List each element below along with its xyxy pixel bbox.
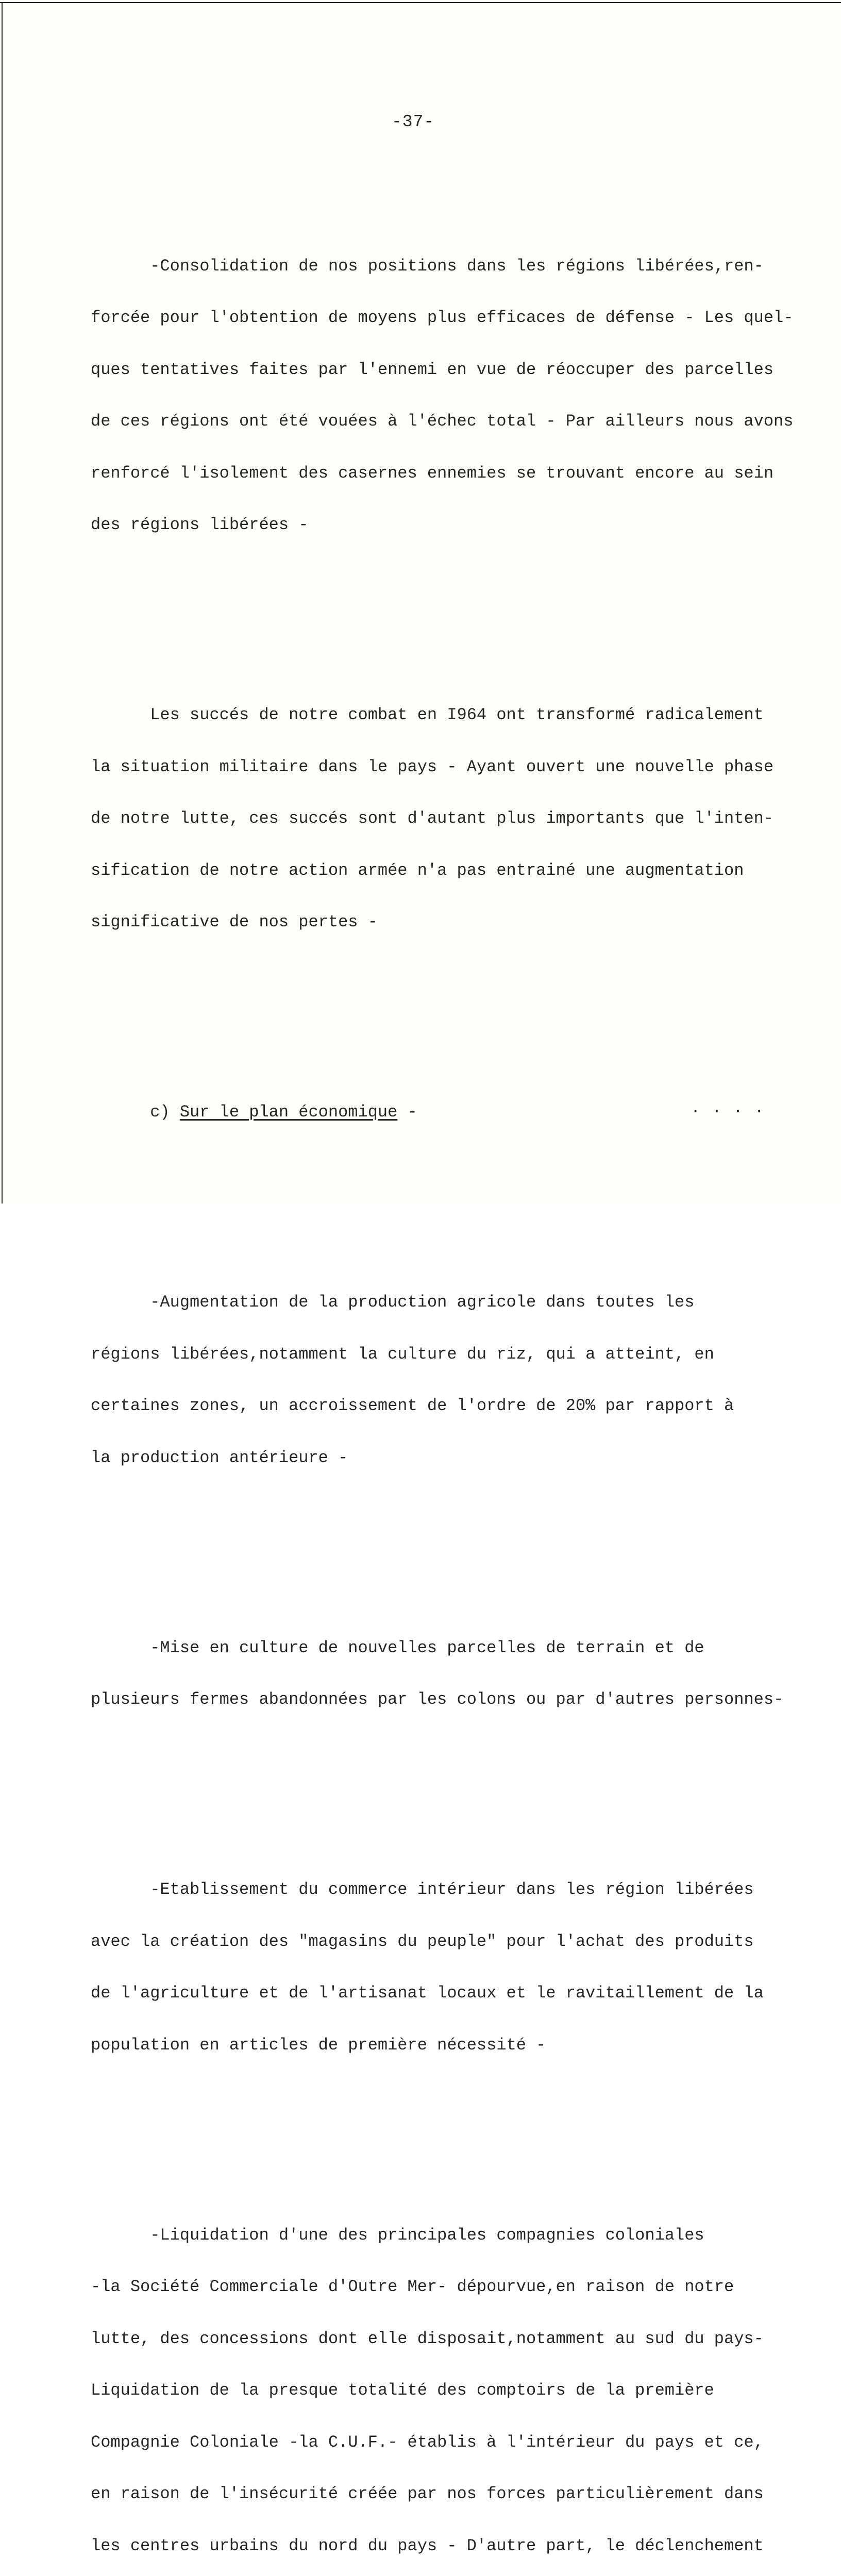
text-line: lutte, des concessions dont elle disposait,notamment au sud du pays- xyxy=(91,2330,822,2348)
text-line: forcée pour l'obtention de moyens plus efficaces de défense - Les quel- xyxy=(91,309,822,327)
text-line: des régions libérées - xyxy=(91,516,822,534)
heading-underlined: Sur le plan économique xyxy=(180,1103,397,1122)
text-line: les centres urbains du nord du pays - D'autre part, le déclenchement xyxy=(91,2537,822,2555)
text-line: régions libérées,notamment la culture du riz, qui a atteint, en xyxy=(91,1346,822,1363)
paragraph-consolidation xyxy=(91,223,822,568)
text-line: -Etablissement du commerce intérieur dans les région libérées xyxy=(91,1881,822,1899)
text-line: population en articles de première nécessité - xyxy=(91,2037,822,2054)
paragraph-gap xyxy=(91,1000,822,1018)
paragraph-gap xyxy=(91,1777,822,1795)
paragraph-liquidation xyxy=(91,2192,822,2576)
text-line: Compagnie Coloniale -la C.U.F.- établis à l'intérieur du pays et ce, xyxy=(91,2434,822,2451)
text-line: renforcé l'isolement des casernes ennemies se trouvant encore au sein xyxy=(91,465,822,482)
text-line: Les succés de notre combat en I964 ont transformé radicalement xyxy=(91,706,822,724)
text-line: certaines zones, un accroissement de l'ordre de 20% par rapport à xyxy=(91,1397,822,1415)
paragraph-commerce-interieur xyxy=(91,1846,822,2088)
paragraph-succes xyxy=(91,672,822,965)
text-line: de l'agriculture et de l'artisanat locaux et le ravitaillement de la xyxy=(91,1985,822,2002)
text-line: sification de notre action armée n'a pas entrainé une augmentation xyxy=(91,862,822,879)
continuation-mark: .... xyxy=(691,1098,776,1117)
text-line: avec la création des "magasins du peuple" pour l'achat des produits xyxy=(91,1933,822,1951)
text-line: en raison de l'insécurité créée par nos forces particulièrement dans xyxy=(91,2485,822,2503)
paragraph-gap xyxy=(91,2123,822,2140)
text-line: la production antérieure - xyxy=(91,1449,822,1467)
text-line: la situation militaire dans le pays - Ayant ouvert une nouvelle phase xyxy=(91,758,822,776)
heading-suffix: - xyxy=(397,1103,417,1122)
page-number: -37- xyxy=(392,112,434,131)
scan-edge-top xyxy=(0,2,841,3)
text-line: de ces régions ont été vouées à l'échec total - Par ailleurs nous avons xyxy=(91,413,822,430)
paragraph-gap xyxy=(91,1190,822,1208)
text-line: plusieurs fermes abandonnées par les colons ou par d'autres personnes- xyxy=(91,1691,822,1708)
heading-prefix: c) xyxy=(91,1103,180,1122)
paragraph-augmentation xyxy=(91,1259,822,1501)
text-line: de notre lutte, ces succés sont d'autant plus importants que l'inten- xyxy=(91,810,822,827)
paragraph-gap xyxy=(91,1535,822,1553)
text-line: -Mise en culture de nouvelles parcelles de terrain et de xyxy=(91,1639,822,1657)
body-text xyxy=(91,171,822,2576)
text-line: -la Société Commerciale d'Outre Mer- dépourvue,en raison de notre xyxy=(91,2278,822,2296)
paragraph-mise-en-culture xyxy=(91,1605,822,1743)
text-line: -Augmentation de la production agricole dans toutes les xyxy=(91,1294,822,1311)
paragraph-gap xyxy=(91,603,822,620)
text-line: significative de nos pertes - xyxy=(91,913,822,931)
text-line: -Liquidation d'une des principales compagnies coloniales xyxy=(91,2227,822,2244)
scan-edge-left xyxy=(2,2,3,1204)
document-page xyxy=(0,0,841,1204)
text-line: Liquidation de la presque totalité des comptoirs de la première xyxy=(91,2382,822,2399)
text-line: -Consolidation de nos positions dans les régions libérées,ren- xyxy=(91,258,822,275)
text-line: ques tentatives faites par l'ennemi en vue de réoccuper des parcelles xyxy=(91,361,822,379)
